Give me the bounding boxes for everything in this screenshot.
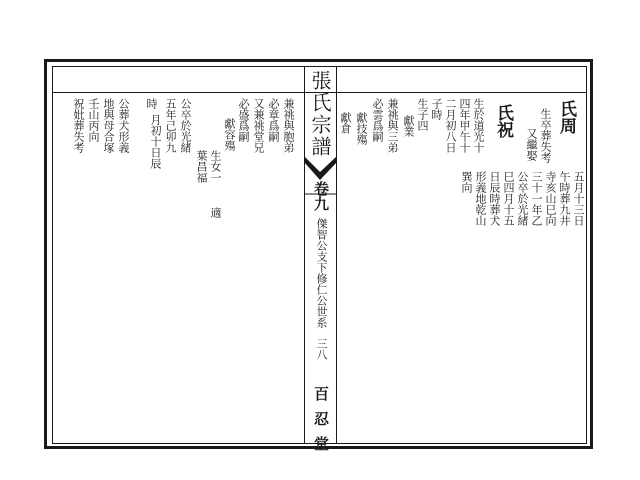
section-title: 傑智公支下修仁公世系: [315, 218, 328, 328]
text-column: 生於道光十: [472, 98, 485, 153]
text-column: 兼祧與胞弟: [282, 98, 295, 153]
text-column: 生卒葬失考: [539, 108, 552, 163]
genealogy-title: 張氏宗譜: [308, 70, 332, 158]
text-column: 公卒於光緒: [179, 98, 192, 153]
volume-label: 卷九: [312, 181, 330, 211]
text-column: 又繼娶: [525, 128, 538, 161]
text-column: 又兼祧堂兄: [252, 98, 265, 153]
text-column: 午時葬九井: [558, 171, 571, 226]
text-column: 子時: [430, 98, 443, 120]
text-column: 壬山丙向: [87, 98, 100, 142]
text-column: 二月初八日: [444, 98, 457, 153]
text-column: 時: [145, 98, 158, 109]
hall-name: 百忍堂: [312, 386, 330, 461]
text-column: 日辰時葬犬: [488, 171, 501, 226]
text-column: 生子四: [416, 98, 429, 131]
spine-left-rule: [304, 66, 305, 444]
text-column: 地與母合塚: [102, 98, 115, 153]
text-column: 生女一: [209, 150, 222, 183]
text-column: 寺亥山巳向: [544, 171, 557, 226]
text-column: 必章爲嗣: [267, 98, 280, 142]
text-column: 祝妣葬失考: [72, 98, 85, 153]
text-column: 形義地乾山: [474, 171, 487, 226]
text-column: 獻業: [402, 115, 415, 137]
text-column: 公卒於光緒: [516, 171, 529, 226]
text-column: 五年己卯九: [164, 98, 177, 153]
text-column: 葉昌福: [195, 150, 208, 183]
text-column: 獻技殤: [355, 112, 368, 145]
text-column: 五月十三日: [572, 171, 585, 226]
text-column: 巽向: [460, 171, 473, 193]
text-column: 公葬犬形義: [117, 98, 130, 153]
text-column: 兼祧與三弟: [386, 98, 399, 153]
text-column: 獻倉: [339, 112, 352, 134]
text-column: 三十一年乙: [530, 171, 543, 226]
right-heading-zhou: 氏周: [556, 100, 576, 134]
right-heading-zhu: 氏祝: [493, 104, 513, 138]
text-column: 獻容殤: [223, 118, 236, 151]
text-column: 四年甲午十: [458, 98, 471, 153]
text-column: 月初十日辰: [149, 114, 162, 169]
text-column: 巳四月十五: [502, 171, 515, 226]
spine-right-rule: [336, 66, 337, 444]
page-number: 三八: [315, 338, 328, 360]
text-column: 必盛爲嗣: [237, 98, 250, 142]
text-column: 必雲爲嗣: [371, 98, 384, 142]
text-column: 適: [209, 207, 222, 218]
